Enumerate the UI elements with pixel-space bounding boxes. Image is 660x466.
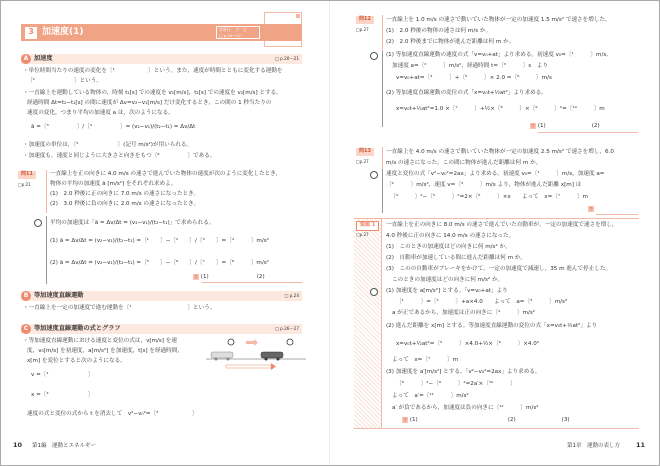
solution-icon xyxy=(370,171,378,179)
answer-area: 答 (1) (2) xyxy=(194,274,265,280)
solution-line: (1) 等加速度直線運動の速度の式「v=v₀+at」より求める。初速度 v₀=〔¹ 〕m/s, xyxy=(386,52,609,58)
solution-bar xyxy=(382,169,383,213)
text-line: ・等加速度直線運動における速度と変位の式は，v[m/s] を速 xyxy=(23,338,177,344)
question-ref: □p.21 xyxy=(18,182,31,187)
formula-elim: 速度の式と変位の式から t を消去して v²−v₀²=〔³ 〕 xyxy=(27,411,198,417)
solution-line: a が正であるから，加速度は正の向きに〔⁴ 〕m/s² xyxy=(392,310,536,316)
divider xyxy=(354,218,639,219)
page-footer: 10 第1編 運動とエネルギー xyxy=(13,441,97,450)
section-letter: B xyxy=(21,291,31,301)
question-line: 4.0 秒後に正の向きに 14.0 m/s の速さになった。 xyxy=(386,233,515,239)
solution-line: a′ が負であるから，加速度は負の向きに〔¹² 〕m/s² xyxy=(392,405,539,411)
text-line: ・加速度も，速度と同じように大きさと向きをもつ〔⁶ 〕である。 xyxy=(23,153,216,159)
question-bar xyxy=(382,147,383,169)
question-tag: 問13 xyxy=(356,148,374,156)
formula-x: x =〔² 〕 xyxy=(31,392,94,398)
text-line: ・一直線上を運動している物体の，時刻 t₁[s] での速度を v₁[m/s]，t₂[s] での速度を v₂[m/s] とする。 xyxy=(23,90,282,96)
solution-line: 〔⁸ 〕²−〔⁹ 〕²=2a′×〔¹⁰ 〕 xyxy=(396,381,516,387)
left-page xyxy=(1,1,330,465)
solution-line: 〔¹ 〕=〔² 〕+a×4.0 よって a=〔³ 〕m/s² xyxy=(396,299,568,305)
section-ref: □ p.24 xyxy=(284,292,299,298)
question-line: (1) 2.0 秒後に正の向きに 7.0 m/s の速さになったとき。 xyxy=(50,191,200,197)
section-ref: □ p.20〜21 xyxy=(274,55,299,61)
section-ref: □ p.26〜27 xyxy=(274,325,299,331)
section-title: 等加速度直線運動 xyxy=(34,292,84,300)
solution-line: v=v₀+at=〔⁴ 〕+〔⁵ 〕× 2.0 =〔⁶ 〕m/s xyxy=(396,75,552,81)
solution-line: x=v₀t+½at²=1.0 ×〔⁷ 〕+½×〔⁸ 〕×〔⁹ 〕²=〔¹⁰ 〕m xyxy=(396,106,605,112)
solution-line: 速度と変位の式「v²−v₀²=2ax」より求める。初速度 v₀=〔¹ 〕m/s，加速度 a= xyxy=(386,171,605,177)
text-line: 速度の変化，つまり平均の加速度 a は，次のようになる。 xyxy=(27,110,174,116)
hatched-margin xyxy=(354,218,382,428)
chapter-title: 加速度(1) xyxy=(42,26,84,37)
solution-line: (1) ā = Δv/Δt = (v₂−v₁)/(t₂−t₁) =〔¹ 〕−〔² 〕/〔³ 〕=〔⁴ 〕m/s² xyxy=(50,238,269,244)
solution-line: 〔² 〕m/s²，速度 v=〔³ 〕m/s より，物体が進んだ距離 x[m] は xyxy=(386,182,582,188)
section-b-header xyxy=(21,291,302,301)
question-line: (2) 3.0 秒後に負の向きに 2.0 m/s の速さになったとき。 xyxy=(50,201,200,207)
motion-diagram xyxy=(206,332,306,372)
question-line: (2) 自動車が加速している間に進んだ距離は何 m か。 xyxy=(386,255,526,261)
question-line: (3) このの自動車がブレーキをかけて，一定の加速度で減速し，35 m 進んで停止した。 xyxy=(386,266,612,272)
question-ref: □p.27 xyxy=(356,27,369,32)
text-line: x[m] を変位とすると次のようになる。 xyxy=(27,358,126,364)
solution-line: 加速度 a=〔² 〕m/s²，経過時間 t=〔³ 〕s より xyxy=(392,63,548,69)
question-line: 一直線上を正の向きに 8.0 m/s の速さで進んでいた自動車が，一定の加速度で速さを増し， xyxy=(386,222,618,228)
text-line: 度，v₀[m/s] を初速度，a[m/s²] を加速度，t[s] を経過時間， xyxy=(27,348,183,354)
solution-line: よって a′=〔¹¹ 〕m/s² xyxy=(392,393,469,399)
text-line: 〔² 〕という。 xyxy=(27,78,102,84)
solution-line: (2) 等加速度直線運動の変位の式「x=v₀t+½at²」より求める。 xyxy=(386,90,547,96)
study-date-box xyxy=(216,26,260,39)
question-line: (1) 2.0 秒後の物体の速さは何 m/s か。 xyxy=(386,28,492,34)
text-line: ・加速度の単位は，〔⁵ 〕(記号 m/s²)が用いられる。 xyxy=(23,142,193,148)
question-line: このときの加速度はどの向きに何 m/s² か。 xyxy=(392,277,504,283)
question-ref: □p.27 xyxy=(356,159,369,164)
section-title: 等加速度直線運動の式とグラフ xyxy=(34,325,121,333)
answer-line[interactable] xyxy=(596,214,638,215)
question-line: 一直線上を 1.0 m/s の速さで動いていた物体が一定の加速度 1.5 m/s² で速さを増した。 xyxy=(386,17,611,23)
text-line: 経過時間 Δt=t₂−t₁[s] の間に速度が Δv=v₂−v₁[m/s] だけ変化するとき，この間の 1 秒当たりの xyxy=(27,100,272,106)
question-tag: 類題 1 xyxy=(356,221,379,231)
solution-icon xyxy=(370,288,378,296)
section-title: 加速度 xyxy=(34,55,53,63)
question-line: (2) 2.0 秒後までに物体が進んだ距離は何 m か。 xyxy=(386,39,515,45)
right-page xyxy=(330,1,659,465)
question-tag: 問11 xyxy=(18,171,36,179)
answer-area: 答 (1) (2) (3) xyxy=(403,417,570,423)
section-letter: C xyxy=(21,324,31,334)
solution-line: (1) 加速度を a[m/s²] とする。「v=v₀+at」より xyxy=(386,288,508,294)
study-date: 学習日: 月 日 xyxy=(219,27,247,32)
answer-line[interactable] xyxy=(202,282,302,283)
question-bar xyxy=(382,15,383,55)
study-ref: □ p.20〜27 xyxy=(219,32,241,38)
solution-line: x=v₀t+½at²=〔⁵ 〕×4.0+½×〔⁶ 〕×4.0² xyxy=(396,341,540,347)
section-a-header xyxy=(21,54,302,64)
question-line: 一直線上を正の向きに 4.0 m/s の速さで進んでいた物体の速度が次のように変化したとき， xyxy=(50,171,282,177)
formula-v: v =〔¹ 〕 xyxy=(31,372,94,378)
answer-area: 答 xyxy=(589,206,593,211)
question-ref: □p.27 xyxy=(356,232,369,237)
answer-area: 答 (1) (2) xyxy=(531,123,600,129)
question-line: m/s の速さになった。この間に物体が進んだ距離は何 m か。 xyxy=(386,160,542,166)
question-line: (1) このときの加速度はどの向きに何 m/s² か。 xyxy=(386,244,511,250)
solution-line: (2) ā = Δv/Δt = (v₂−v₁)/(t₂−t₁) =〔⁵ 〕−〔⁶ 〕/〔⁷ 〕=〔⁸ 〕m/s² xyxy=(50,260,269,266)
solution-bar xyxy=(382,51,383,127)
solution-line: よって x=〔⁷ 〕m xyxy=(392,357,459,363)
solution-line: (3) 加速度を a′[m/s²] とする。「v²−v₀²=2ax」より求める。 xyxy=(386,369,541,375)
solution-bar xyxy=(46,216,47,284)
question-line: 物体の平均の加速度 ā [m/s²] をそれぞれ求めよ。 xyxy=(50,181,177,187)
solution-line: (2) 進んだ距離を x[m] とする。等加速度直線運動の変位の式「x=v₀t+½at²」より xyxy=(386,323,598,329)
solution-line: 平均の加速度は「ā = Δv/Δt = (v₂−v₁)/(t₂−t₁)」で求められる。 xyxy=(50,220,215,226)
chapter-number: 3 xyxy=(25,27,37,39)
question-line: 一直線上を 4.0 m/s の速さで動いていた物体が一定の加速度 2.5 m/s² で速さを増し，6.0 xyxy=(386,149,614,155)
solution-icon xyxy=(34,219,42,227)
solution-line: 〔⁴ 〕²−〔⁵ 〕²=2×〔⁶ 〕×x よって x=〔⁷ 〕m xyxy=(390,194,588,200)
divider xyxy=(354,428,639,429)
question-bar xyxy=(46,170,47,213)
section-letter: A xyxy=(21,54,31,64)
formula-line: ā =〔³ 〕/〔⁴ 〕= (v₂−v₁)/(t₂−t₁) = Δv/Δt xyxy=(31,124,196,130)
page-footer: 第1章 運動の表し方 11 xyxy=(566,441,645,450)
answer-line[interactable] xyxy=(538,132,638,133)
memo-corner-icon xyxy=(296,14,300,18)
solution-icon xyxy=(370,52,378,60)
text-line: ・単位時間当たりの速度の変化を〔¹ 〕という。また，速度が時間とともに変化する運動を xyxy=(23,68,283,74)
textbook-spread xyxy=(1,1,659,465)
question-tag: 問12 xyxy=(356,16,374,24)
car-motion-icon xyxy=(206,332,306,372)
text-line: ・一直線上を一定の加速度で進む運動を〔¹ 〕という。 xyxy=(23,305,216,311)
